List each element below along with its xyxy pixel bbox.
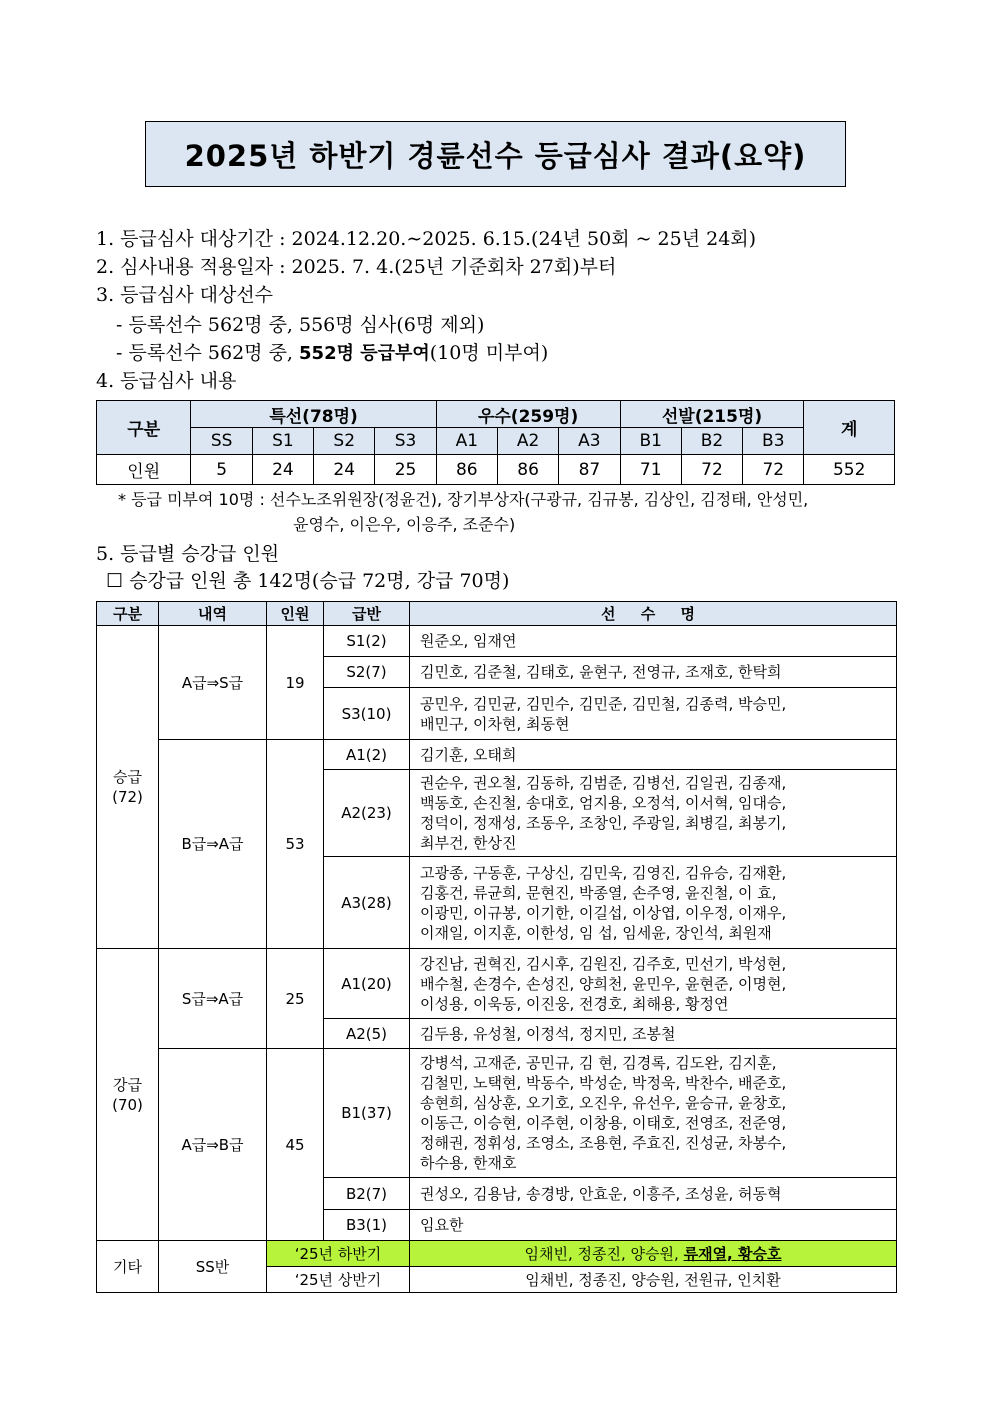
item-5a: ☐ 승강급 인원 총 142명(승급 72명, 강급 70명) <box>106 570 510 592</box>
name-line: 이재일, 이지훈, 이한성, 임 섭, 임세윤, 장인석, 최원재 <box>420 923 772 942</box>
other-label: 기타 <box>97 1241 159 1293</box>
note-line-1: * 등급 미부여 10명 : 선수노조위원장(정윤건), 장기부상자(구광규, 김규봉, 김상인, 김정태, 안성민, <box>118 490 809 509</box>
name-line: 정덕이, 정재성, 조동우, 조창인, 주광일, 최병길, 최봉기, <box>420 814 787 832</box>
names-b3-demo <box>410 1210 897 1241</box>
grade-s2: S2 <box>314 428 375 455</box>
names-a3-promo <box>410 857 897 949</box>
s-to-a-count: 25 <box>267 949 324 1049</box>
names-b1-demo <box>410 1049 897 1178</box>
names-a1-promo <box>410 740 897 770</box>
grade-table <box>96 400 895 485</box>
class-b1-demo: B1(37) <box>324 1049 410 1178</box>
grade-a3: A3 <box>559 428 620 455</box>
grade-table-total-label: 계 <box>804 401 895 455</box>
class-a1-demo: A1(20) <box>324 949 410 1019</box>
name-line: 임요한 <box>420 1216 464 1234</box>
count-b2: 72 <box>681 455 742 485</box>
name-line: 강병석, 고재준, 공민규, 김 현, 김경록, 김도완, 김지훈, <box>420 1054 777 1072</box>
group-select: 선발(215명) <box>620 401 804 428</box>
count-s3: 25 <box>375 455 436 485</box>
header-names: 선 수 명 <box>410 602 897 626</box>
name-line: 송현희, 심상훈, 오기호, 오진우, 유선우, 윤승규, 윤창호, <box>420 1094 787 1112</box>
other-desc: SS반 <box>159 1241 267 1293</box>
grade-s3: S3 <box>375 428 436 455</box>
name-line: 최부건, 한상진 <box>420 834 517 852</box>
header-category: 구분 <box>97 602 159 626</box>
header-detail: 내역 <box>159 602 267 626</box>
ss-2025-h1-names: 임채빈, 정종진, 양승원, 전원규, 인치환 <box>410 1267 897 1293</box>
movement-table <box>96 601 897 1293</box>
promotion-label: 승급 (72) <box>97 626 159 949</box>
group-special: 특선(78명) <box>191 401 436 428</box>
count-b1: 71 <box>620 455 681 485</box>
a-to-s-count: 19 <box>267 626 324 740</box>
count-a3: 87 <box>559 455 620 485</box>
names-a2-demo <box>410 1019 897 1049</box>
item-3a: - 등록선수 562명 중, 556명 심사(6명 제외) <box>116 314 485 336</box>
count-a1: 86 <box>436 455 497 485</box>
ss-2025-h1-label: ‘25년 상반기 <box>267 1267 410 1293</box>
count-row-label: 인원 <box>97 455 191 485</box>
a-to-s-desc: A급⇒S급 <box>159 626 267 740</box>
grade-b3: B3 <box>743 428 804 455</box>
name-line: 권순우, 권오철, 김동하, 김범준, 김병선, 김일권, 김종재, <box>420 774 787 792</box>
class-s3: S3(10) <box>324 688 410 740</box>
item-1: 1. 등급심사 대상기간 : 2024.12.20.∼2025. 6.15.(24년 50회 ~ 25년 24회) <box>96 228 757 250</box>
names-s3 <box>410 688 897 740</box>
name-line: 하수용, 한재호 <box>420 1154 517 1172</box>
class-s1: S1(2) <box>324 626 410 657</box>
grade-table-label: 구분 <box>97 401 191 455</box>
grade-ss: SS <box>191 428 252 455</box>
count-total: 552 <box>804 455 895 485</box>
names-s2 <box>410 657 897 688</box>
name-line: 김철민, 노택현, 박동수, 박성순, 박정욱, 박찬수, 배준호, <box>420 1074 787 1092</box>
grade-a2: A2 <box>497 428 558 455</box>
b-to-a-desc: B급⇒A급 <box>159 740 267 949</box>
item-3: 3. 등급심사 대상선수 <box>96 284 274 306</box>
name-line: 공민우, 김민균, 김민수, 김민준, 김민철, 김종력, 박승민, <box>420 694 787 713</box>
ss-h2-names-new: 류재열, 황승호 <box>683 1244 782 1263</box>
class-a2-promo: A2(23) <box>324 770 410 857</box>
header-class: 급반 <box>324 602 410 626</box>
class-b3-demo: B3(1) <box>324 1210 410 1241</box>
class-a3-promo: A3(28) <box>324 857 410 949</box>
grade-b2: B2 <box>681 428 742 455</box>
ss-h2-names-plain: 임채빈, 정종진, 양승원, <box>524 1244 684 1263</box>
name-line: 김민호, 김준철, 김태호, 윤현구, 전영규, 조재호, 한탁희 <box>420 663 782 681</box>
item-3b-post: (10명 미부여) <box>429 342 549 364</box>
name-line: 배수철, 손경수, 손성진, 양희천, 윤민우, 윤현준, 이명현, <box>420 974 787 993</box>
count-a2: 86 <box>497 455 558 485</box>
name-line: 이동근, 이승현, 이주현, 이창용, 이태호, 전영조, 전준영, <box>420 1114 787 1132</box>
count-b3: 72 <box>743 455 804 485</box>
name-line: 이광민, 이규봉, 이기한, 이길섭, 이상엽, 이우정, 이재우, <box>420 903 787 922</box>
note-line-2: 윤영수, 이은우, 이응주, 조준수) <box>293 515 516 534</box>
count-ss: 5 <box>191 455 252 485</box>
names-a2-promo <box>410 770 897 857</box>
class-a2-demo: A2(5) <box>324 1019 410 1049</box>
grade-s1: S1 <box>252 428 313 455</box>
page-title: 2025년 하반기 경륜선수 등급심사 결과(요약) <box>184 138 807 173</box>
item-4: 4. 등급심사 내용 <box>96 370 237 392</box>
name-line: 고광종, 구동훈, 구상신, 김민욱, 김영진, 김유승, 김재환, <box>420 863 787 882</box>
b-to-a-count: 53 <box>267 740 324 949</box>
names-b2-demo <box>410 1178 897 1210</box>
a-to-b-count: 45 <box>267 1049 324 1241</box>
count-s1: 24 <box>252 455 313 485</box>
class-s2: S2(7) <box>324 657 410 688</box>
group-excellent: 우수(259명) <box>436 401 620 428</box>
item-3b-pre: - 등록선수 562명 중, <box>116 342 300 364</box>
item-5: 5. 등급별 승강급 인원 <box>96 543 280 565</box>
names-a1-demo <box>410 949 897 1019</box>
class-b2-demo: B2(7) <box>324 1178 410 1210</box>
name-line: 원준오, 임재연 <box>420 632 517 650</box>
ss-2025-h2-names <box>410 1241 897 1267</box>
ss-2025-h2-label: ‘25년 하반기 <box>267 1241 410 1267</box>
name-line: 김두용, 유성철, 이정석, 정지민, 조봉철 <box>420 1024 676 1043</box>
names-s1 <box>410 626 897 657</box>
demotion-label: 강급 (70) <box>97 949 159 1241</box>
class-a1-promo: A1(2) <box>324 740 410 770</box>
s-to-a-desc: S급⇒A급 <box>159 949 267 1049</box>
name-line: 백동호, 손진철, 송대호, 엄지용, 오정석, 이서혁, 임대승, <box>420 794 787 812</box>
item-3b <box>116 340 548 367</box>
name-line: 강진남, 권혁진, 김시후, 김원진, 김주호, 민선기, 박성현, <box>420 954 787 973</box>
item-3b-bold: 552명 등급부여 <box>299 343 430 364</box>
grade-a1: A1 <box>436 428 497 455</box>
count-s2: 24 <box>314 455 375 485</box>
a-to-b-desc: A급⇒B급 <box>159 1049 267 1241</box>
name-line: 권성오, 김용남, 송경방, 안효운, 이흥주, 조성윤, 허동혁 <box>420 1184 782 1203</box>
name-line: 김홍건, 류균희, 문현진, 박종열, 손주영, 윤진철, 이 효, <box>420 883 777 902</box>
title-box <box>145 121 846 187</box>
name-line: 배민구, 이차현, 최동현 <box>420 714 570 733</box>
name-line: 이성용, 이욱동, 이진웅, 전경호, 최해용, 황정연 <box>420 994 729 1013</box>
item-2: 2. 심사내용 적용일자 : 2025. 7. 4.(25년 기준회차 27회)부터 <box>96 256 617 278</box>
name-line: 김기훈, 오태희 <box>420 745 517 764</box>
header-count: 인원 <box>267 602 324 626</box>
name-line: 정해권, 정휘성, 조영소, 조용현, 주효진, 진성균, 차봉수, <box>420 1134 787 1152</box>
grade-b1: B1 <box>620 428 681 455</box>
